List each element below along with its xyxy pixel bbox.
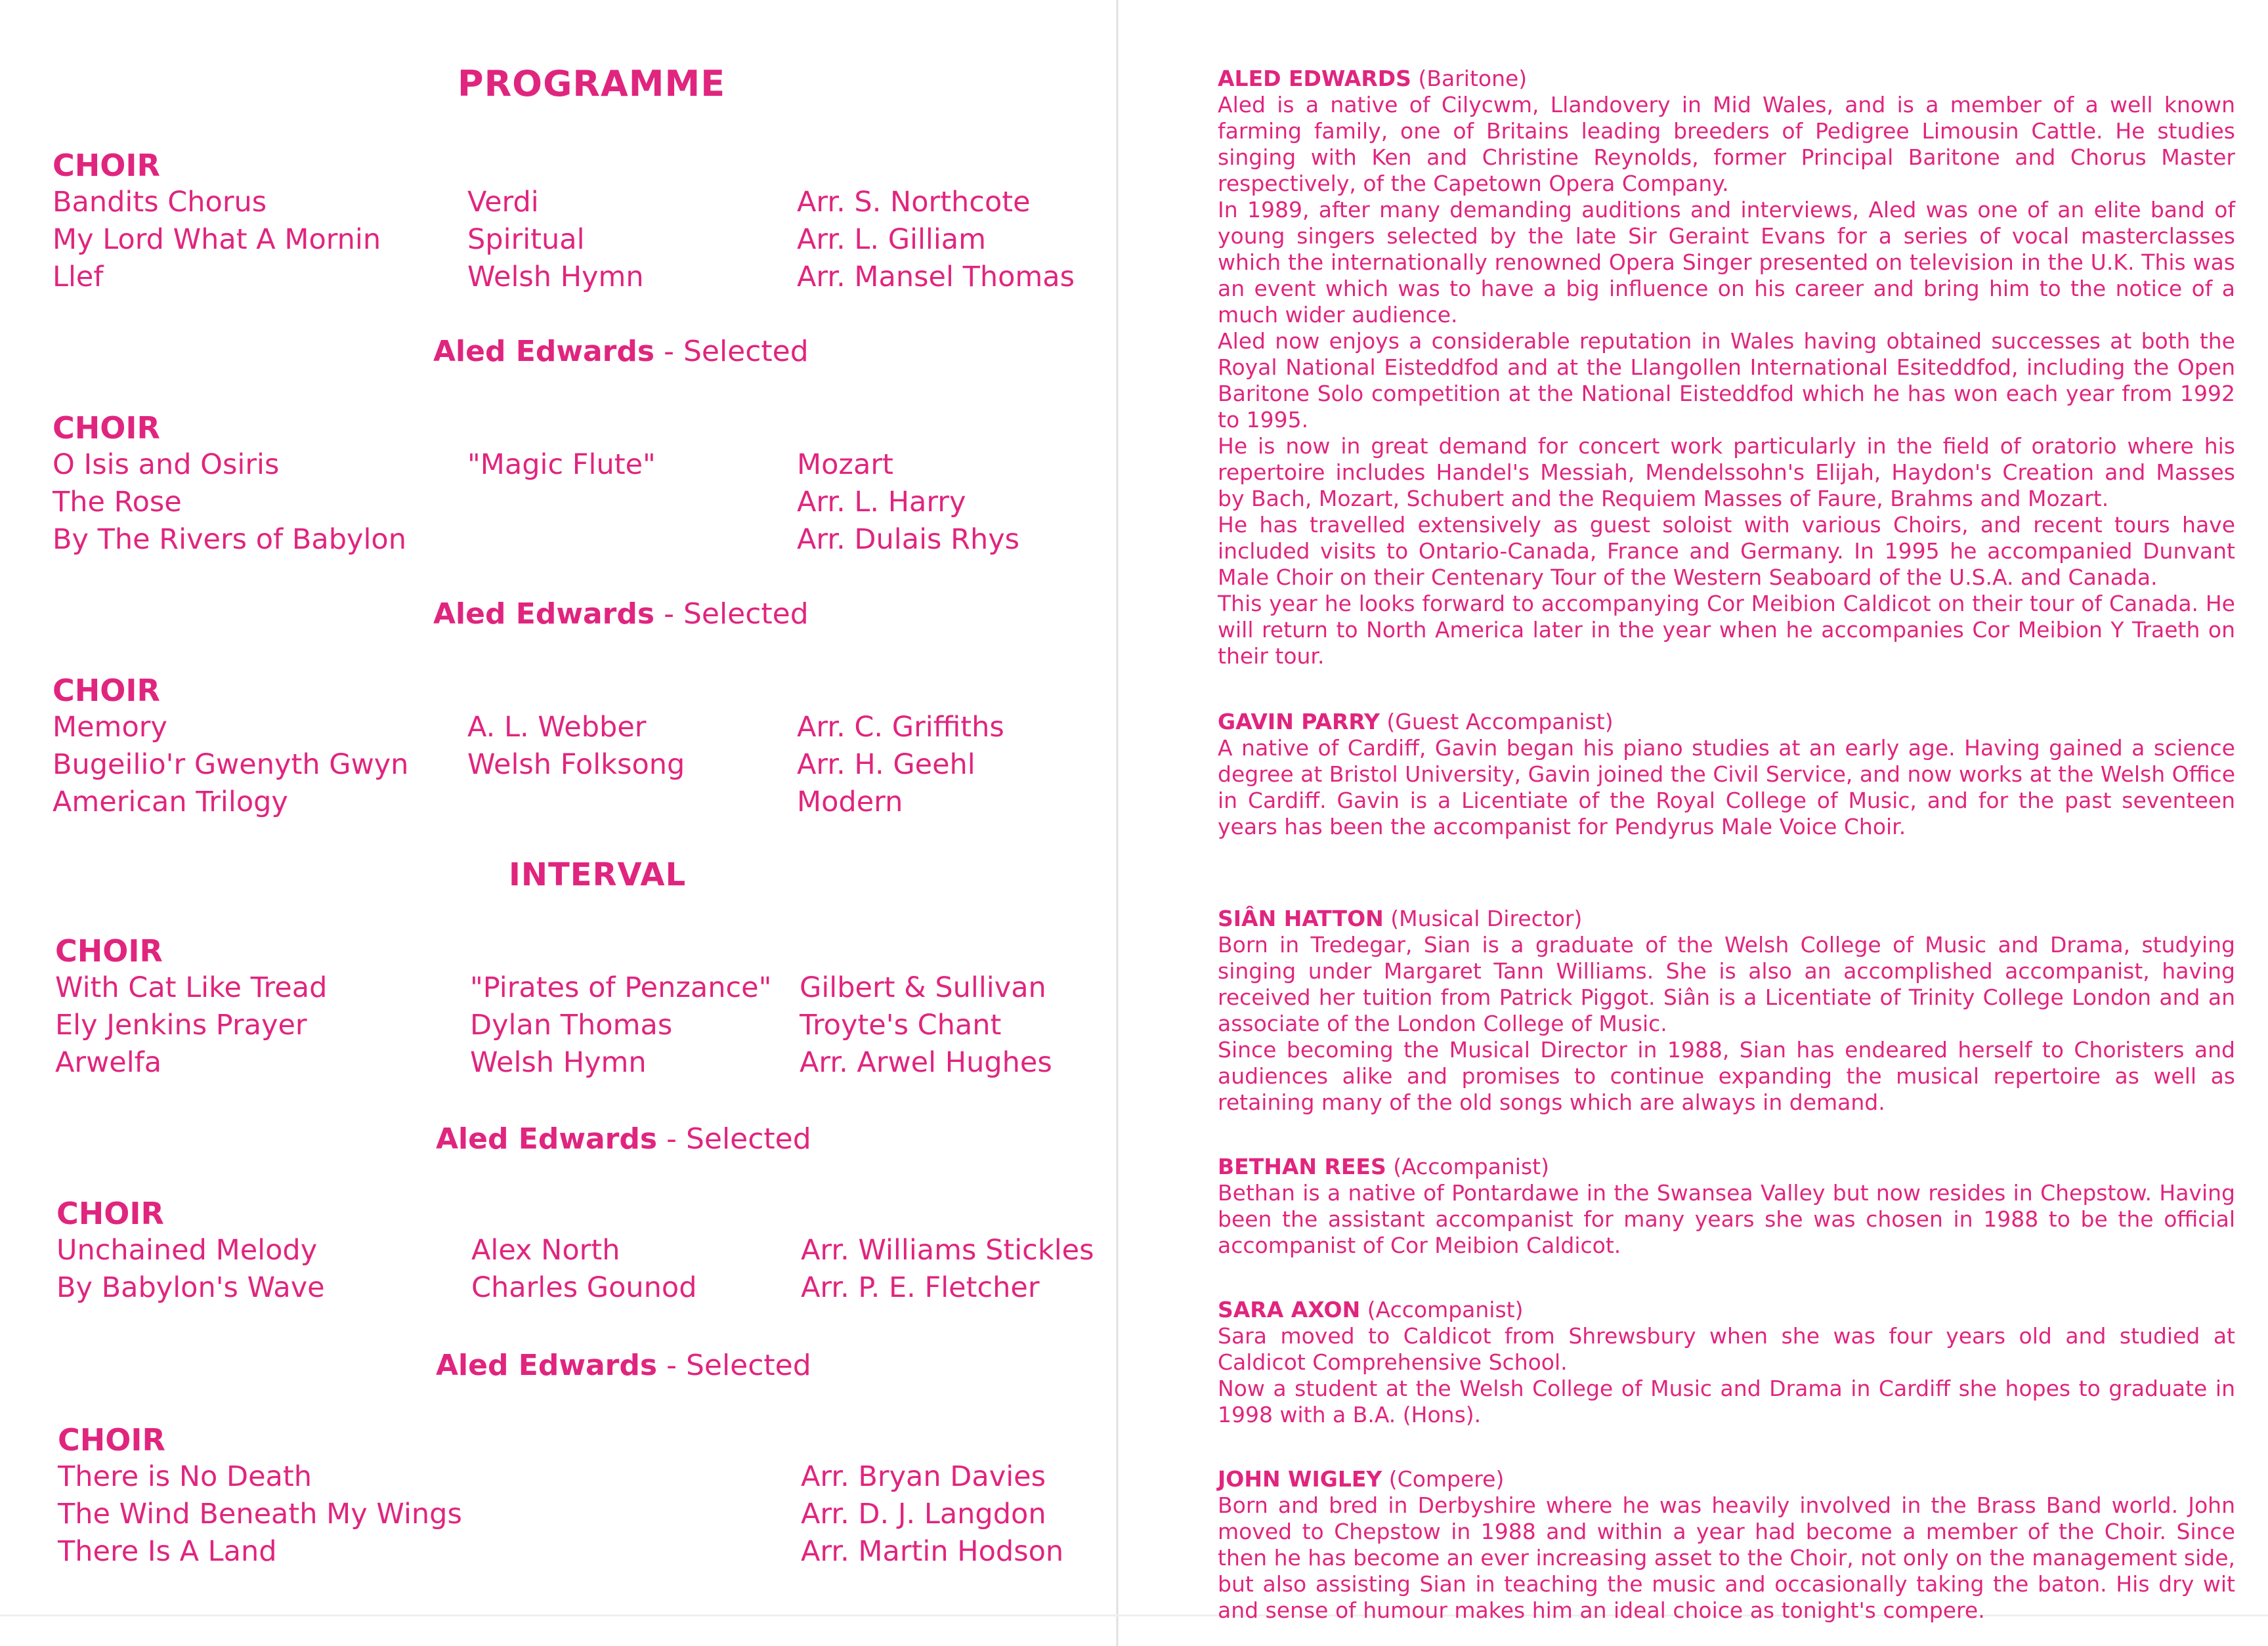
piece-composer: Welsh Hymn (467, 261, 644, 293)
piece-composer: Verdi (467, 186, 539, 219)
piece-arranger: Arr. S. Northcote (797, 186, 1031, 219)
piece-title: With Cat Like Tread (55, 971, 328, 1004)
piece-arranger: Arr. C. Griffiths (797, 711, 1004, 744)
piece-arranger: Troyte's Chant (800, 1009, 1002, 1042)
piece-title: By Babylon's Wave (56, 1271, 325, 1304)
bio-paragraph: Since becoming the Musical Director in 1988, Sian has endeared herself to Choristers and audiences alike and promises to continue expanding the musical repertoire as well as retaining many of the old songs which are always in demand. (1218, 1037, 2235, 1115)
piece-arranger: Arr. Williams Stickles (801, 1234, 1094, 1267)
soloist-line (433, 597, 809, 631)
piece-composer: Alex North (471, 1234, 620, 1267)
bio-paragraph: He has travelled extensively as guest soloist with various Choirs, and recent tours have included visits to Ontario-Canada, France and Germany. In 1995 he accompanied Dunvant Male Choir on their Centenary Tour of the Western Seaboard of the U.S.A. and Canada. (1218, 512, 2235, 590)
piece-composer: Welsh Hymn (470, 1046, 647, 1079)
section-heading: CHOIR (53, 148, 160, 183)
bio-paragraph: In 1989, after many demanding auditions and interviews, Aled was one of an elite band of young singers selected by the late Sir Geraint Evans for a series of vocal masterclasses which the internationally renowned Opera Singer presented on television in the U.K. This was an event which was to have a big influence on his career and bring him to the notice of a much wider audience. (1218, 197, 2235, 327)
piece-title: Memory (53, 711, 167, 744)
soloist-name: Aled Edwards (433, 597, 655, 631)
bio-header (1218, 1466, 2235, 1492)
bio-header (1218, 66, 2235, 92)
bio-header (1218, 1297, 2235, 1323)
bio-paragraph: Born in Tredegar, Sian is a graduate of the Welsh College of Music and Drama, studying singing under Margaret Tann Williams. She is also an accomplished accompanist, having received her tuition from Patrick Piggot. Siân is a Licentiate of Trinity College London and an associate of the London College of Music. (1218, 932, 2235, 1036)
bio-paragraph: Born and bred in Derbyshire where he was heavily involved in the Brass Band world. John moved to Chepstow in 1988 and within a year had become a member of the Choir. Since then he has become an ever increasing asset to the Choir, not only on the management side, but also assisting Sian in teaching the music and occasionally taking the baton. His dry wit and sense of humour makes him an ideal choice as tonight's compere. (1218, 1492, 2235, 1623)
piece-title: Bugeilio'r Gwenyth Gwyn (53, 748, 409, 781)
bio-name: ALED EDWARDS (1218, 66, 1411, 91)
bio-role: (Accompanist) (1393, 1154, 1549, 1179)
bio-name: GAVIN PARRY (1218, 709, 1380, 734)
bio-paragraph: This year he looks forward to accompanying Cor Meibion Caldicot on their tour of Canada. He will return to North America later in the year when he accompanies Cor Meibion Y Traeth on their tour. (1218, 591, 2235, 669)
piece-title: Llef (53, 261, 104, 293)
piece-arranger: Arr. P. E. Fletcher (801, 1271, 1040, 1304)
bio-name: SIÂN HATTON (1218, 906, 1384, 931)
soloist-name: Aled Edwards (436, 1122, 658, 1156)
section-heading: CHOIR (56, 1196, 164, 1231)
soloist-line (436, 1349, 811, 1382)
bio-role: (Baritone) (1418, 66, 1528, 91)
page-fold (1116, 0, 1119, 1646)
bio-paragraph: A native of Cardiff, Gavin began his piano studies at an early age. Having gained a science degree at Bristol University, Gavin joined the Civil Service, and now works at the Welsh Office in Cardiff. Gavin is a Licentiate of the Royal College of Music, and for the past seventeen years has been the accompanist for Pendyrus Male Voice Choir. (1218, 735, 2235, 839)
section-heading: CHOIR (58, 1422, 165, 1458)
piece-composer: "Pirates of Penzance" (470, 971, 772, 1004)
soloist-name: Aled Edwards (433, 335, 655, 368)
bio-paragraph: Bethan is a native of Pontardawe in the Swansea Valley but now resides in Chepstow. Having been the assistant accompanist for many years she was chosen in 1988 to be the official accompanist of Cor Meibion Caldicot. (1218, 1180, 2235, 1258)
piece-title: There Is A Land (58, 1535, 277, 1568)
soloist-line (433, 335, 809, 368)
piece-title: Bandits Chorus (53, 186, 267, 219)
soloist-line (436, 1122, 811, 1156)
piece-arranger: Arr. D. J. Langdon (801, 1498, 1046, 1530)
piece-title: Arwelfa (55, 1046, 162, 1079)
piece-title: The Rose (53, 486, 182, 518)
soloist-selection: - Selected (666, 1349, 811, 1382)
piece-arranger: Arr. Bryan Davies (801, 1460, 1046, 1493)
bio-role: (Compere) (1388, 1466, 1505, 1492)
programme-title: PROGRAMME (458, 63, 726, 104)
bio-name: JOHN WIGLEY (1218, 1466, 1382, 1492)
bio-bethan-rees (1218, 1154, 2235, 1259)
piece-composer: Welsh Folksong (467, 748, 685, 781)
piece-title: By The Rivers of Babylon (53, 523, 406, 556)
piece-arranger: Arr. Arwel Hughes (800, 1046, 1052, 1079)
piece-composer: "Magic Flute" (467, 448, 656, 481)
soloist-selection: - Selected (666, 1122, 811, 1156)
piece-title: There is No Death (58, 1460, 312, 1493)
piece-arranger: Arr. L. Harry (797, 486, 966, 518)
bio-name: SARA AXON (1218, 1297, 1361, 1322)
soloist-name: Aled Edwards (436, 1349, 658, 1382)
piece-composer: Spiritual (467, 223, 585, 256)
piece-title: My Lord What A Mornin (53, 223, 381, 256)
soloist-selection: - Selected (664, 597, 809, 631)
piece-arranger: Arr. Mansel Thomas (797, 261, 1075, 293)
piece-title: American Trilogy (53, 786, 288, 818)
bio-header (1218, 1154, 2235, 1180)
bio-header (1218, 906, 2235, 932)
soloist-selection: - Selected (664, 335, 809, 368)
piece-title: Ely Jenkins Prayer (55, 1009, 307, 1042)
biographies-panel (1218, 66, 2235, 1624)
bio-name: BETHAN REES (1218, 1154, 1386, 1179)
piece-arranger: Arr. Martin Hodson (801, 1535, 1064, 1568)
piece-arranger: Gilbert & Sullivan (800, 971, 1046, 1004)
piece-title: The Wind Beneath My Wings (58, 1498, 462, 1530)
interval-heading: INTERVAL (509, 856, 687, 893)
bio-role: (Accompanist) (1367, 1297, 1524, 1322)
bio-header (1218, 709, 2235, 735)
piece-composer: A. L. Webber (467, 711, 647, 744)
bio-paragraph: Sara moved to Caldicot from Shrewsbury when she was four years old and studied at Caldicot Comprehensive School. (1218, 1323, 2235, 1375)
piece-arranger: Modern (797, 786, 903, 818)
bio-paragraph: Aled is a native of Cilycwm, Llandovery in Mid Wales, and is a member of a well known farming family, one of Britains leading breeders of Pedigree Limousin Cattle. He studies singing with Ken and Christine Reynolds, former Principal Baritone and Chorus Master respectively, of the Capetown Opera Company. (1218, 92, 2235, 196)
piece-arranger: Arr. L. Gilliam (797, 223, 987, 256)
section-heading: CHOIR (53, 410, 160, 446)
bio-john-wigley (1218, 1466, 2235, 1624)
piece-arranger: Arr. H. Geehl (797, 748, 975, 781)
piece-arranger: Arr. Dulais Rhys (797, 523, 1020, 556)
bio-sara-axon (1218, 1297, 2235, 1428)
bio-aled-edwards (1218, 66, 2235, 669)
bio-paragraph: Now a student at the Welsh College of Music and Drama in Cardiff she hopes to graduate in 1998 with a B.A. (Hons). (1218, 1376, 2235, 1427)
bio-sian-hatton (1218, 906, 2235, 1116)
section-heading: CHOIR (55, 933, 163, 969)
section-heading: CHOIR (53, 673, 160, 708)
bio-gavin-parry (1218, 709, 2235, 840)
piece-title: Unchained Melody (56, 1234, 318, 1267)
bio-paragraph: Aled now enjoys a considerable reputation in Wales having obtained successes at both the Royal National Eisteddfod and at the Llangollen International Esiteddfod, including the Open Baritone Solo competition at the National Eisteddfod which he has won each year from 1992 to 1995. (1218, 328, 2235, 433)
piece-title: O Isis and Osiris (53, 448, 280, 481)
piece-arranger: Mozart (797, 448, 893, 481)
piece-composer: Dylan Thomas (470, 1009, 673, 1042)
bio-role: (Guest Accompanist) (1386, 709, 1614, 734)
bio-role: (Musical Director) (1390, 906, 1583, 931)
bio-paragraph: He is now in great demand for concert work particularly in the field of oratorio where his repertoire includes Handel's Messiah, Mendelssohn's Elijah, Haydon's Creation and Masses by Bach, Mozart, Schubert and the Requiem Masses of Faure, Brahms and Mozart. (1218, 433, 2235, 511)
piece-composer: Charles Gounod (471, 1271, 697, 1304)
